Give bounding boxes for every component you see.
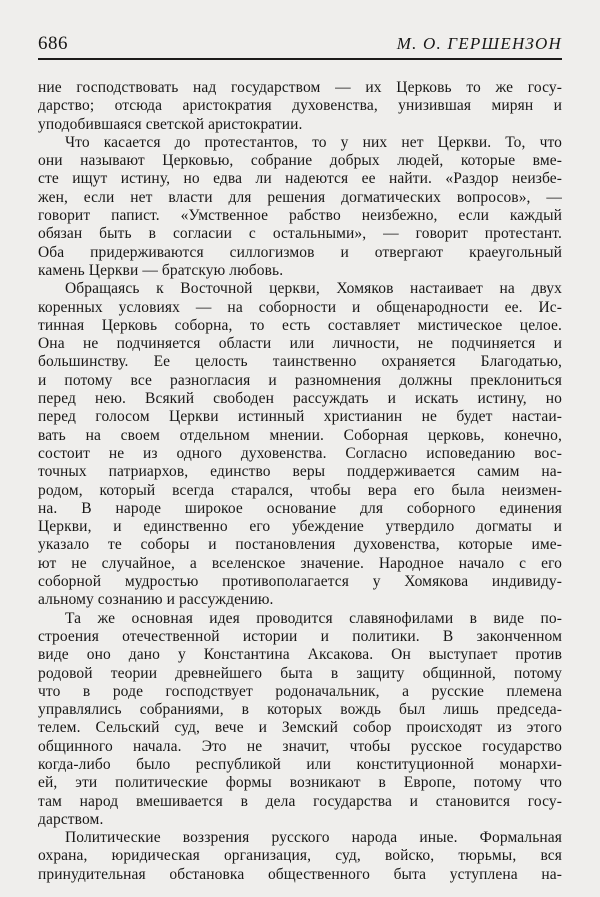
text-line: дарство; отсюда аристократия духовенства, унизившая мирян и [38, 97, 562, 115]
text-line: охрана, юридическая организация, суд, войско, тюрьмы, вся [38, 847, 562, 865]
header-rule [38, 58, 562, 60]
text-line: ние господствовать над государством — их Церковь то же госу- [38, 79, 562, 96]
text-line: Церкви, и единственно его убеждение утвердило догматы и [38, 518, 562, 536]
text-line: Та же основная идея проводится славянофилами в виде по- [65, 609, 562, 627]
text-line: тинная Церковь соборна, то есть составляет мистическое целое. [38, 316, 562, 334]
text-line: жен, если нет власти для решения догматических вопросов», — [38, 188, 562, 206]
text-line: там народ вмешивается в дела государства и становится госу- [38, 792, 562, 810]
page-number: 686 [38, 33, 68, 54]
text-line: обязан быть в согласии с остальными», — говорит протестант. [38, 225, 562, 243]
text-line: коренных условиях — на соборности и общенародности ее. Ис- [38, 298, 562, 316]
text-line: общинного начала. Это не значит, чтобы русское государство [38, 737, 562, 755]
text-line: сте ищут истину, но едва ли надеются ее найти. «Раздор неизбе- [38, 170, 562, 188]
text-line: большинству. Ее целость таинственно охраняется Благодатью, [38, 353, 562, 371]
text-line: телем. Сельский суд, вече и Земский собор происходят из этого [38, 719, 562, 737]
text-line: ют не случайное, а вселенское значение. Народное начало с его [38, 554, 562, 572]
text-line: указало те соборы и постановления духовенства, которые име- [38, 536, 562, 554]
text-line: родом, который всегда старался, чтобы вера его была неизмен- [38, 481, 562, 499]
page-header [38, 0, 562, 55]
text-line: Политические воззрения русского народа иные. Формальная [65, 829, 562, 847]
text-line: вать на своем отдельном мнении. Соборная церковь, конечно, [38, 426, 562, 444]
text-line: когда-либо было республикой или конституционной монархи- [38, 755, 562, 773]
text-line: Что касается до протестантов, то у них нет Церкви. То, что [65, 133, 562, 151]
text-line: Обращаясь к Восточной церкви, Хомяков настаивает на двух [65, 280, 562, 298]
text-line: они называют Церковью, собрание добрых людей, которые вме- [38, 152, 562, 170]
text-line: точных патриархов, единство веры поддерживается самим на- [38, 463, 562, 481]
text-line: виде оно дано у Константина Аксакова. Он выступает против [38, 646, 562, 664]
text-line: управлялись собраниями, в которых вождь был лишь председа- [38, 701, 562, 719]
text-line: Оба придерживаются силлогизмов и отвергают краеугольный [38, 243, 562, 261]
text-line: принудительная обстановка общественного быта уступлена на- [38, 865, 562, 883]
text-line: строения отечественной истории и политики. В законченном [38, 627, 562, 645]
text-line: перед голосом Церкви истинный христианин не будет настаи- [38, 408, 562, 426]
text-line: Она не подчиняется области или личности, не подчиняется и [38, 335, 562, 353]
running-head: М. О. ГЕРШЕНЗОН [396, 34, 562, 53]
text-line: камень Церкви — братскую любовь. [38, 261, 284, 279]
text-line: на. В народе широкое основание для соборного единения [38, 499, 562, 517]
text-line: говорит папист. «Умственное рабство неизбежно, если каждый [38, 207, 562, 225]
text-line: перед нею. Всякий свободен рассуждать и искать истину, но [38, 390, 562, 408]
text-line: ей, эти политические формы возникают в Европе, потому что [38, 774, 562, 792]
text-line: родовой теории древнейшего быта в защиту общинной, потому [38, 664, 562, 682]
text-line: соборной мудростью противополагается у Хомякова индивиду- [38, 573, 562, 591]
body-text [38, 79, 562, 884]
text-line: что в роде господствует родоначальник, а русские племена [38, 682, 562, 700]
text-line: альному сознанию и рассуждению. [38, 591, 274, 609]
text-line: уподобившаяся светской аристократии. [38, 115, 303, 133]
text-line: и потому все разногласия и разномнения должны преклониться [38, 371, 562, 389]
text-line: дарством. [38, 810, 104, 828]
text-line: состоит не из одного духовенства. Согласно исповеданию вос- [38, 444, 562, 462]
